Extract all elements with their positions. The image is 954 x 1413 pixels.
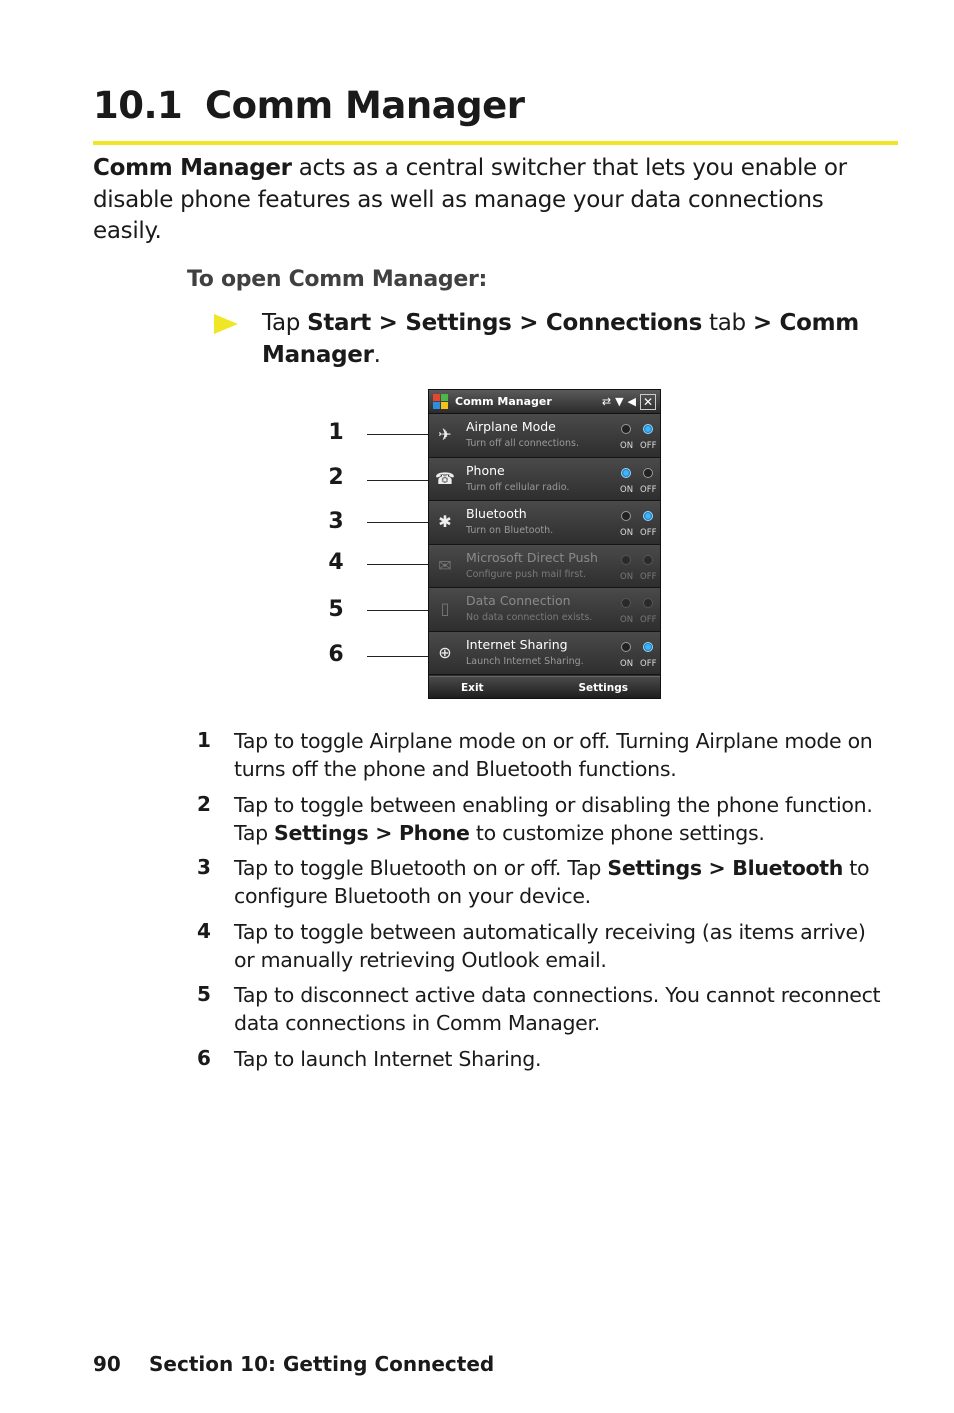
row-name: Internet Sharing: [466, 636, 568, 652]
list-bold: Settings > Bluetooth: [607, 856, 844, 880]
callout-1: 1: [328, 420, 344, 445]
title-rule: [93, 141, 898, 145]
procedure-step: [262, 308, 862, 371]
off-radio[interactable]: [643, 642, 653, 652]
intro-bold: Comm Manager: [93, 155, 292, 181]
row-desc: No data connection exists.: [466, 612, 593, 623]
row-name: Bluetooth: [466, 506, 527, 521]
page-number: 90: [93, 1352, 121, 1376]
callout-line-1: [367, 434, 437, 435]
row-phone[interactable]: [429, 458, 660, 502]
list-item-number: 3: [197, 855, 211, 879]
row-desc: Launch Internet Sharing.: [466, 655, 584, 667]
page-footer: [93, 1352, 494, 1376]
row-name: Phone: [466, 462, 505, 478]
off-radio[interactable]: [643, 511, 653, 521]
on-radio[interactable]: [621, 468, 631, 478]
callout-line-6: [367, 656, 437, 657]
list-item-number: 6: [197, 1046, 211, 1070]
off-label: OFF: [640, 571, 657, 582]
list-item: [234, 791, 889, 847]
data-connection-icon: ▯: [440, 599, 450, 618]
row-name: Microsoft Direct Push: [466, 549, 598, 565]
list-bold: Settings > Phone: [274, 821, 470, 845]
step-arrow-icon: [214, 314, 238, 334]
on-radio[interactable]: [621, 642, 631, 652]
list-item-number: 2: [197, 792, 211, 816]
row-desc: Turn off cellular radio.: [466, 481, 570, 493]
off-radio[interactable]: [643, 598, 653, 608]
section-number: 10.1: [93, 84, 183, 127]
list-item-number: 4: [197, 919, 211, 943]
phone-icon: ☎: [435, 468, 455, 488]
title-bar: [429, 390, 660, 414]
row-internet-sharing[interactable]: [429, 632, 660, 676]
on-label: ON: [620, 615, 634, 625]
row-name: Airplane Mode: [466, 419, 556, 434]
off-label: OFF: [640, 615, 657, 625]
section-title: Comm Manager: [205, 84, 525, 127]
list-text: Tap to toggle between enabling or disabling the phone function. Tap: [234, 793, 873, 845]
row-desc: Turn on Bluetooth.: [466, 525, 554, 536]
off-radio[interactable]: [643, 555, 653, 565]
connectivity-icon[interactable]: ⇄: [601, 395, 612, 408]
off-label: OFF: [640, 441, 657, 451]
step-bold-2: > Comm Manager: [262, 310, 859, 368]
step-text-1: Tap: [262, 310, 308, 336]
row-name: Data Connection: [466, 593, 571, 608]
on-label: ON: [620, 484, 634, 495]
push-mail-icon: ✉: [438, 555, 452, 575]
row-desc: Configure push mail first.: [466, 568, 587, 580]
page-title: [93, 84, 524, 127]
list-item: Tap to toggle Airplane mode on or off. Turning Airplane mode on turns off the phone and Bluetooth functions.: [234, 729, 873, 781]
volume-icon[interactable]: ◀: [627, 395, 636, 408]
step-text-3: .: [373, 341, 381, 368]
list-text: Tap to toggle Bluetooth on or off. Tap: [234, 856, 608, 880]
off-label: OFF: [640, 658, 657, 669]
on-label: ON: [620, 528, 634, 538]
row-bluetooth[interactable]: [429, 501, 660, 545]
callout-2: 2: [328, 465, 344, 490]
callout-3: 3: [328, 509, 344, 534]
list-item: Tap to toggle between automatically receiving (as items arrive) or manually retrieving Outlook email.: [234, 920, 866, 972]
list-text: to customize phone settings.: [469, 821, 765, 845]
off-label: OFF: [640, 528, 657, 538]
list-item: Tap to disconnect active data connections. You cannot reconnect data connections in Comm Manager.: [234, 983, 881, 1035]
intro-paragraph: [93, 153, 893, 248]
list-item-number: 5: [197, 982, 211, 1006]
comm-manager-screenshot: [428, 389, 661, 699]
globe-icon: ⊕: [438, 642, 452, 662]
step-bold-1: Start > Settings > Connections: [307, 310, 703, 336]
exit-softkey[interactable]: Exit: [461, 681, 484, 694]
on-label: ON: [620, 658, 634, 669]
callout-5: 5: [328, 597, 344, 622]
row-airplane-mode[interactable]: [429, 414, 660, 458]
row-direct-push[interactable]: [429, 545, 660, 589]
step-text-2: tab: [702, 310, 753, 336]
bluetooth-icon: ✱: [438, 512, 452, 531]
callout-4: 4: [328, 550, 344, 575]
callout-6: 6: [328, 642, 344, 667]
on-radio[interactable]: [621, 598, 631, 608]
list-item: [234, 854, 889, 910]
procedure-heading: To open Comm Manager:: [187, 267, 487, 292]
on-radio[interactable]: [621, 424, 631, 434]
footer-section: Section 10: Getting Connected: [149, 1352, 495, 1376]
airplane-icon: ✈: [438, 425, 452, 444]
row-desc: Turn off all connections.: [466, 438, 579, 449]
callout-line-2: [367, 480, 437, 481]
row-data-connection[interactable]: [429, 588, 660, 632]
callout-line-5: [367, 610, 437, 611]
on-label: ON: [620, 441, 634, 451]
off-label: OFF: [640, 484, 657, 495]
intro-text: acts as a central switcher that lets you enable or disable phone features as well as manage your data connections easily.: [93, 155, 847, 244]
callout-line-4: [367, 564, 437, 565]
off-radio[interactable]: [643, 468, 653, 478]
close-icon[interactable]: ✕: [640, 394, 656, 410]
windows-start-icon[interactable]: [433, 394, 449, 410]
list-item: Tap to launch Internet Sharing.: [234, 1047, 542, 1071]
signal-icon[interactable]: ▼: [615, 395, 624, 408]
softkey-bar: [429, 676, 660, 698]
settings-softkey[interactable]: Settings: [578, 681, 628, 694]
list-text: to configure Bluetooth on your device.: [234, 856, 870, 908]
list-item-number: 1: [197, 728, 211, 752]
on-radio[interactable]: [621, 511, 631, 521]
callout-line-3: [367, 522, 437, 523]
on-radio[interactable]: [621, 555, 631, 565]
app-title: Comm Manager: [455, 395, 552, 408]
on-label: ON: [620, 571, 634, 582]
off-radio[interactable]: [643, 424, 653, 434]
